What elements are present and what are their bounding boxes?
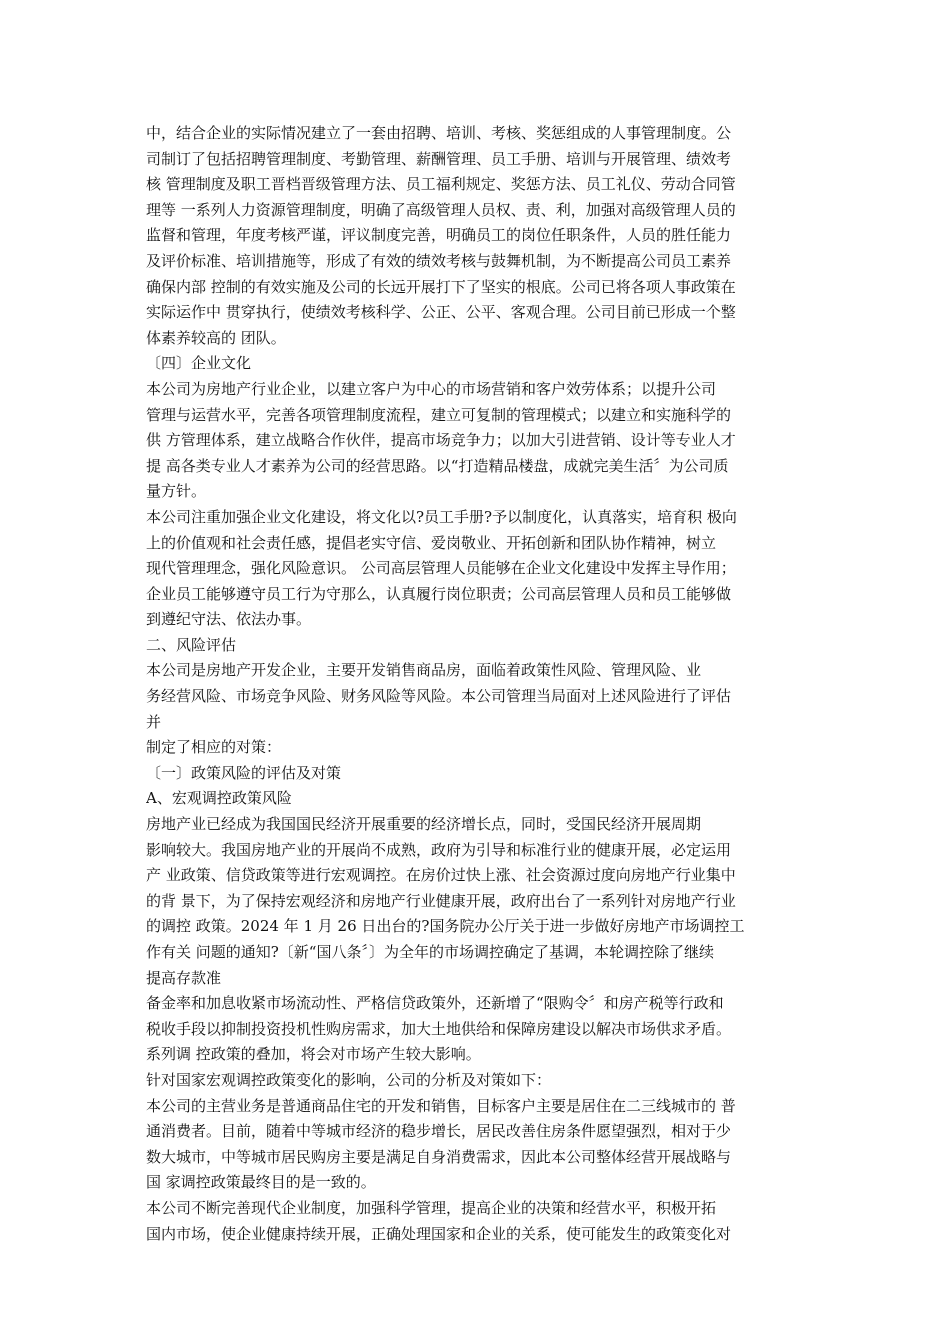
text-line: 提 高各类专业人才素养为公司的经营思路。以“打造精品楼盘，成就完美生活〞为公司质 [146, 456, 729, 475]
text-line: 的调控 政策。2024 年 1 月 26 日出台的?国务院办公厅关于进一步做好房地产市场调控工 [146, 917, 745, 936]
text-line: 作有关 问题的通知?〔新“国八条〞〕为全年的市场调控确定了基调，本轮调控除了继续 [146, 943, 714, 961]
text-line: 税收手段以抑制投资投机性购房需求，加大土地供给和保障房建设以解决市场供求矛盾。 [146, 1019, 732, 1038]
text-line: 到遵纪守法、依法办事。 [146, 610, 312, 629]
text-line: 通消费者。目前，随着中等城市经济的稳步增长，居民改善住房条件愿望强烈，相对于少 [146, 1122, 732, 1141]
text-line: 〔一〕政策风险的评估及对策 [146, 763, 342, 782]
text-line: 并 [146, 712, 162, 731]
text-line: 的背 景下，为了保持宏观经济和房地产行业健康开展，政府出台了一系列针对房地产行业 [146, 891, 736, 910]
text-line: 国 家调控政策最终目的是一致的。 [146, 1173, 376, 1192]
text-line: 司制订了包括招聘管理制度、考勤管理、薪酬管理、员工手册、培训与开展管理、绩效考 [146, 149, 732, 168]
text-line: 现代管理理念，强化风险意识。 公司高层管理人员能够在企业文化建设中发挥主导作用； [146, 559, 736, 578]
text-line: A、宏观调控政策风险 [146, 789, 292, 808]
text-line: 〔四〕企业文化 [146, 354, 252, 373]
text-line: 本公司为房地产行业企业，以建立客户为中心的市场营销和客户效劳体系；以提升公司 [146, 379, 717, 398]
text-line: 及评价标准、培训措施等，形成了有效的绩效考核与鼓舞机制，为不断提高公司员工素养 [146, 251, 732, 270]
text-line: 影响较大。我国房地产业的开展尚不成熟，政府为引导和标准行业的健康开展，必定运用 [146, 840, 732, 859]
text-line: 制定了相应的对策： [146, 738, 282, 757]
text-line: 备金率和加息收紧市场流动性、严格信贷政策外，还新增了“限购令〞和房产税等行政和 [146, 994, 724, 1013]
text-line: 数大城市，中等城市居民购房主要是满足自身消费需求，因此本公司整体经营开展战略与 [146, 1147, 732, 1166]
text-line: 本公司是房地产开发企业，主要开发销售商品房，面临着政策性风险、管理风险、业 [146, 661, 702, 680]
text-line: 量方针。 [146, 482, 207, 501]
text-line: 针对国家宏观调控政策变化的影响，公司的分析及对策如下： [146, 1070, 552, 1089]
text-line: 提高存款准 [146, 968, 222, 987]
text-line: 中，结合企业的实际情况建立了一套由招聘、培训、考核、奖惩组成的人事管理制度。公 [146, 124, 732, 142]
text-line: 本公司注重加强企业文化建设，将文化以?员工手册?予以制度化，认真落实，培育积 极向 [146, 507, 737, 526]
text-line: 本公司的主营业务是普通商品住宅的开发和销售，目标客户主要是居住在二三线城市的 普 [146, 1096, 736, 1115]
text-line: 监督和管理，年度考核严谨，评议制度完善，明确员工的岗位任职条件，人员的胜任能力 [146, 226, 732, 245]
text-line: 体素养较高的 团队。 [146, 328, 286, 347]
text-line: 确保内部 控制的有效实施及公司的长远开展打下了坚实的根底。公司已将各项人事政策在 [146, 277, 736, 296]
text-line: 企业员工能够遵守员工行为守那么，认真履行岗位职责；公司高层管理人员和员工能够做 [146, 584, 732, 603]
text-line: 核 管理制度及职工晋档晋级管理方法、员工福利规定、奖惩方法、员工礼仪、劳动合同管 [146, 175, 736, 194]
text-line: 上的价值观和社会责任感，提倡老实守信、爱岗敬业、开拓创新和团队协作精神，树立 [146, 533, 717, 552]
text-line: 系列调 控政策的叠加，将会对市场产生较大影响。 [146, 1045, 481, 1064]
text-line: 理等 一系列人力资源管理制度，明确了高级管理人员权、责、利，加强对高级管理人员的 [146, 200, 736, 219]
text-line: 供 方管理体系，建立战略合作伙伴，提高市场竞争力；以加大引进营销、设计等专业人才 [146, 431, 736, 450]
text-line: 国内市场，使企业健康持续开展，正确处理国家和企业的关系，使可能发生的政策变化对 [146, 1224, 732, 1243]
text-line: 本公司不断完善现代企业制度，加强科学管理，提高企业的决策和经营水平，积极开拓 [146, 1198, 717, 1217]
text-line: 产 业政策、信贷政策等进行宏观调控。在房价过快上涨、社会资源过度向房地产行业集中 [146, 866, 736, 885]
text-line: 二、风险评估 [146, 635, 237, 654]
text-line: 实际运作中 贯穿执行，使绩效考核科学、公正、公平、客观合理。公司目前已形成一个整 [146, 303, 736, 322]
document-body [146, 121, 810, 1247]
text-line: 务经营风险、市场竞争风险、财务风险等风险。本公司管理当局面对上述风险进行了评估 [146, 687, 732, 706]
text-line: 管理与运营水平，完善各项管理制度流程，建立可复制的管理模式；以建立和实施科学的 [146, 405, 732, 424]
text-line: 房地产业已经成为我国国民经济开展重要的经济增长点，同时，受国民经济开展周期 [146, 815, 702, 834]
